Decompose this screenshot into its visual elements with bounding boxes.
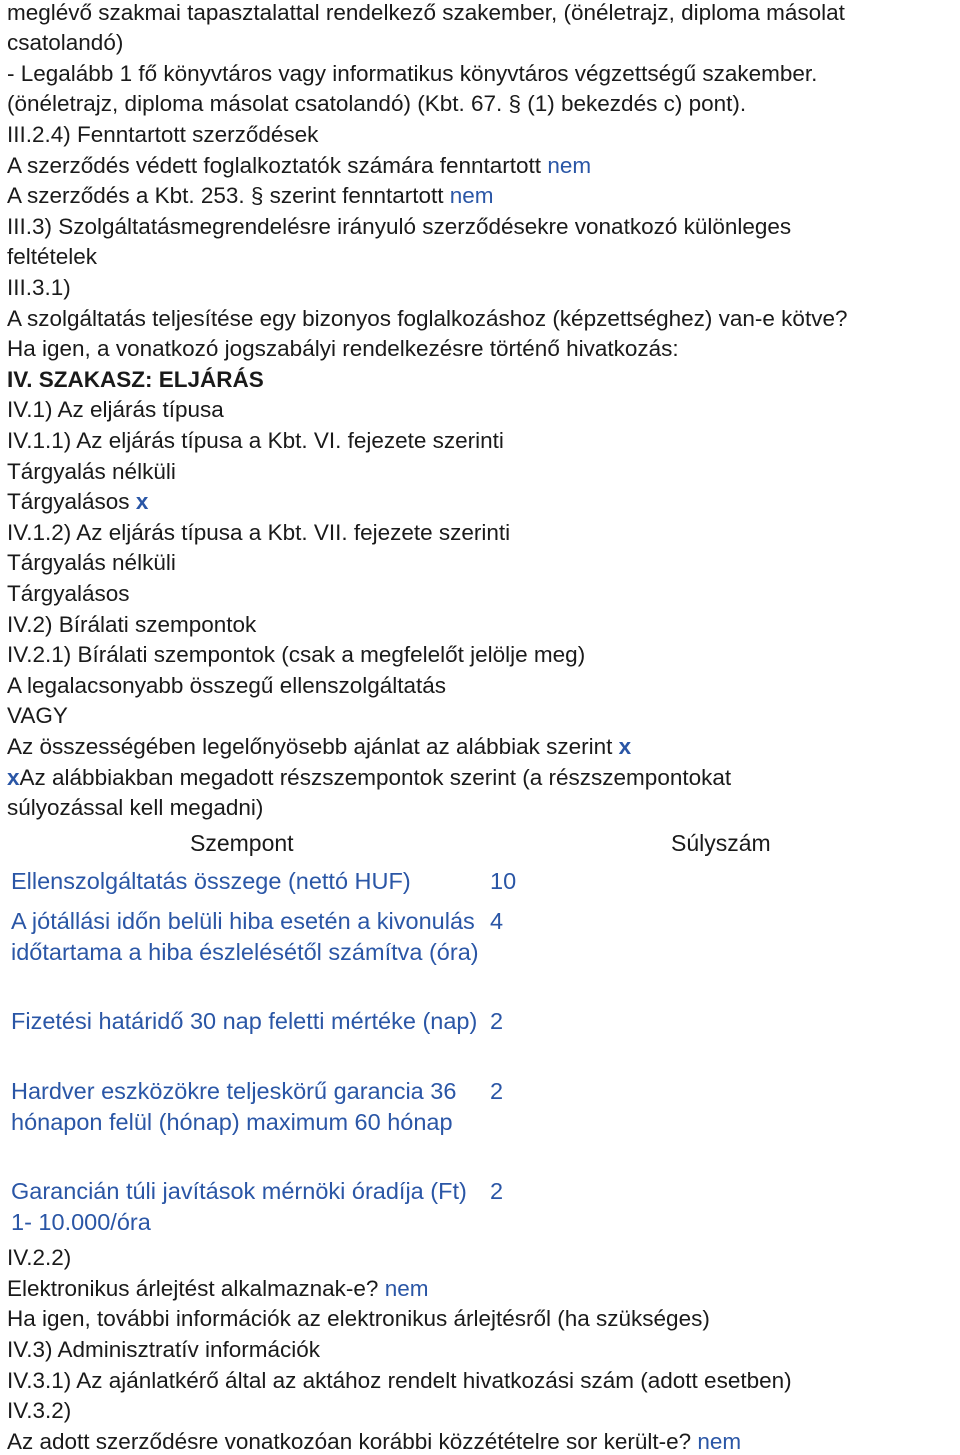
or-label: VAGY xyxy=(7,703,68,728)
option-with-negotiation-vii: Tárgyalásos xyxy=(7,581,130,606)
e-auction-row xyxy=(7,1276,428,1302)
criterion-best-value-label: Az összességében legelőnyösebb ajánlat az alábbiak szerint xyxy=(7,734,613,759)
table-cell-weight: 2 xyxy=(490,1178,504,1204)
award-criteria-heading: IV.2) Bírálati szempontok xyxy=(7,612,257,637)
text-line: - Legalább 1 fő könyvtáros vagy informatikus könyvtáros végzettségű szakember. xyxy=(7,61,818,86)
procedure-type-vii-heading: IV.1.2) Az eljárás típusa a Kbt. VII. fejezete szerinti xyxy=(7,520,511,545)
table-cell-criterion: A jótállási időn belüli hiba esetén a kivonulás időtartama a hiba észlelésétől számítva (óra) xyxy=(11,908,479,965)
reserved-protected-value: nem xyxy=(547,153,592,178)
subsection-number: III.3.1) xyxy=(7,275,71,300)
text-line: Ha igen, a vonatkozó jogszabályi rendelkezésre történő hivatkozás: xyxy=(7,336,679,361)
option-without-negotiation-vii: Tárgyalás nélküli xyxy=(7,550,176,575)
admin-info-heading: IV.3) Adminisztratív információk xyxy=(7,1337,321,1362)
x-mark: x xyxy=(7,765,20,790)
procedure-type-heading: IV.1) Az eljárás típusa xyxy=(7,397,224,422)
previous-publication-row xyxy=(7,1429,741,1455)
table-cell-weight: 2 xyxy=(490,1008,504,1034)
text-line: csatolandó) xyxy=(7,30,124,55)
text-line: feltételek xyxy=(7,244,98,269)
subsection-number: IV.3.2) xyxy=(7,1398,72,1423)
section-heading-procedure: IV. SZAKASZ: ELJÁRÁS xyxy=(7,367,264,392)
table-cell-weight: 2 xyxy=(490,1078,504,1104)
reference-number-line: IV.3.1) Az ajánlatkérő által az aktához rendelt hivatkozási szám (adott esetben) xyxy=(7,1368,792,1393)
section-heading-reserved-contracts: III.2.4) Fenntartott szerződések xyxy=(7,122,319,147)
criterion-subcriteria-label: Az alábbiakban megadott részszempontok szerint (a részszempontokat xyxy=(19,765,732,790)
table-header-criterion: Szempont xyxy=(190,830,294,856)
text-line: súlyozással kell megadni) xyxy=(7,795,264,820)
table-cell-weight: 10 xyxy=(490,868,517,894)
previous-publication-value: nem xyxy=(697,1429,742,1454)
text-line: meglévő szakmai tapasztalattal rendelkező szakember, (önéletrajz, diploma másolat xyxy=(7,0,845,25)
table-cell-criterion: Garancián túli javítások mérnöki óradíja (Ft) 1- 10.000/óra xyxy=(11,1178,467,1235)
option-without-negotiation-vi: Tárgyalás nélküli xyxy=(7,459,176,484)
section-heading-service-conditions: III.3) Szolgáltatásmegrendelésre irányuló szerződésekre vonatkozó különleges xyxy=(7,214,792,239)
procedure-type-vi-heading: IV.1.1) Az eljárás típusa a Kbt. VI. fejezete szerinti xyxy=(7,428,504,453)
reserved-kbt-label: A szerződés a Kbt. 253. § szerint fenntartott xyxy=(7,183,444,208)
option-label: Tárgyalásos xyxy=(7,489,130,514)
e-auction-label: Elektronikus árlejtést alkalmaznak-e? xyxy=(7,1276,379,1301)
reserved-kbt-value: nem xyxy=(449,183,494,208)
text-line: (önéletrajz, diploma másolat csatolandó) (Kbt. 67. § (1) bekezdés c) pont). xyxy=(7,91,747,116)
criterion-best-value xyxy=(7,734,631,760)
criterion-lowest-price: A legalacsonyabb összegű ellenszolgáltatás xyxy=(7,673,447,698)
x-mark: x xyxy=(618,734,632,759)
reserved-protected-row xyxy=(7,153,591,179)
table-cell-weight: 4 xyxy=(490,908,504,934)
table-cell-criterion: Hardver eszközökre teljeskörű garancia 36 hónapon felül (hónap) maximum 60 hónap xyxy=(11,1078,457,1135)
e-auction-value: nem xyxy=(384,1276,429,1301)
reserved-kbt-row xyxy=(7,183,494,209)
table-cell-criterion: Fizetési határidő 30 nap feletti mértéke (nap) xyxy=(11,1008,478,1034)
criterion-subcriteria xyxy=(7,765,731,791)
reserved-protected-label: A szerződés védett foglalkoztatók számára fenntartott xyxy=(7,153,542,178)
subsection-number: IV.2.2) xyxy=(7,1245,72,1270)
option-with-negotiation-vi xyxy=(7,489,148,515)
table-cell-criterion: Ellenszolgáltatás összege (nettó HUF) xyxy=(11,868,411,894)
text-line: Ha igen, további információk az elektronikus árlejtésről (ha szükséges) xyxy=(7,1306,710,1331)
table-header-weight: Súlyszám xyxy=(671,830,771,856)
award-criteria-subheading: IV.2.1) Bírálati szempontok (csak a megfelelőt jelölje meg) xyxy=(7,642,586,667)
previous-publication-label: Az adott szerződésre vonatkozóan korábbi közzétételre sor került-e? xyxy=(7,1429,692,1454)
question-line: A szolgáltatás teljesítése egy bizonyos foglalkozáshoz (képzettséghez) van-e kötve? xyxy=(7,306,848,331)
x-mark: x xyxy=(135,489,149,514)
